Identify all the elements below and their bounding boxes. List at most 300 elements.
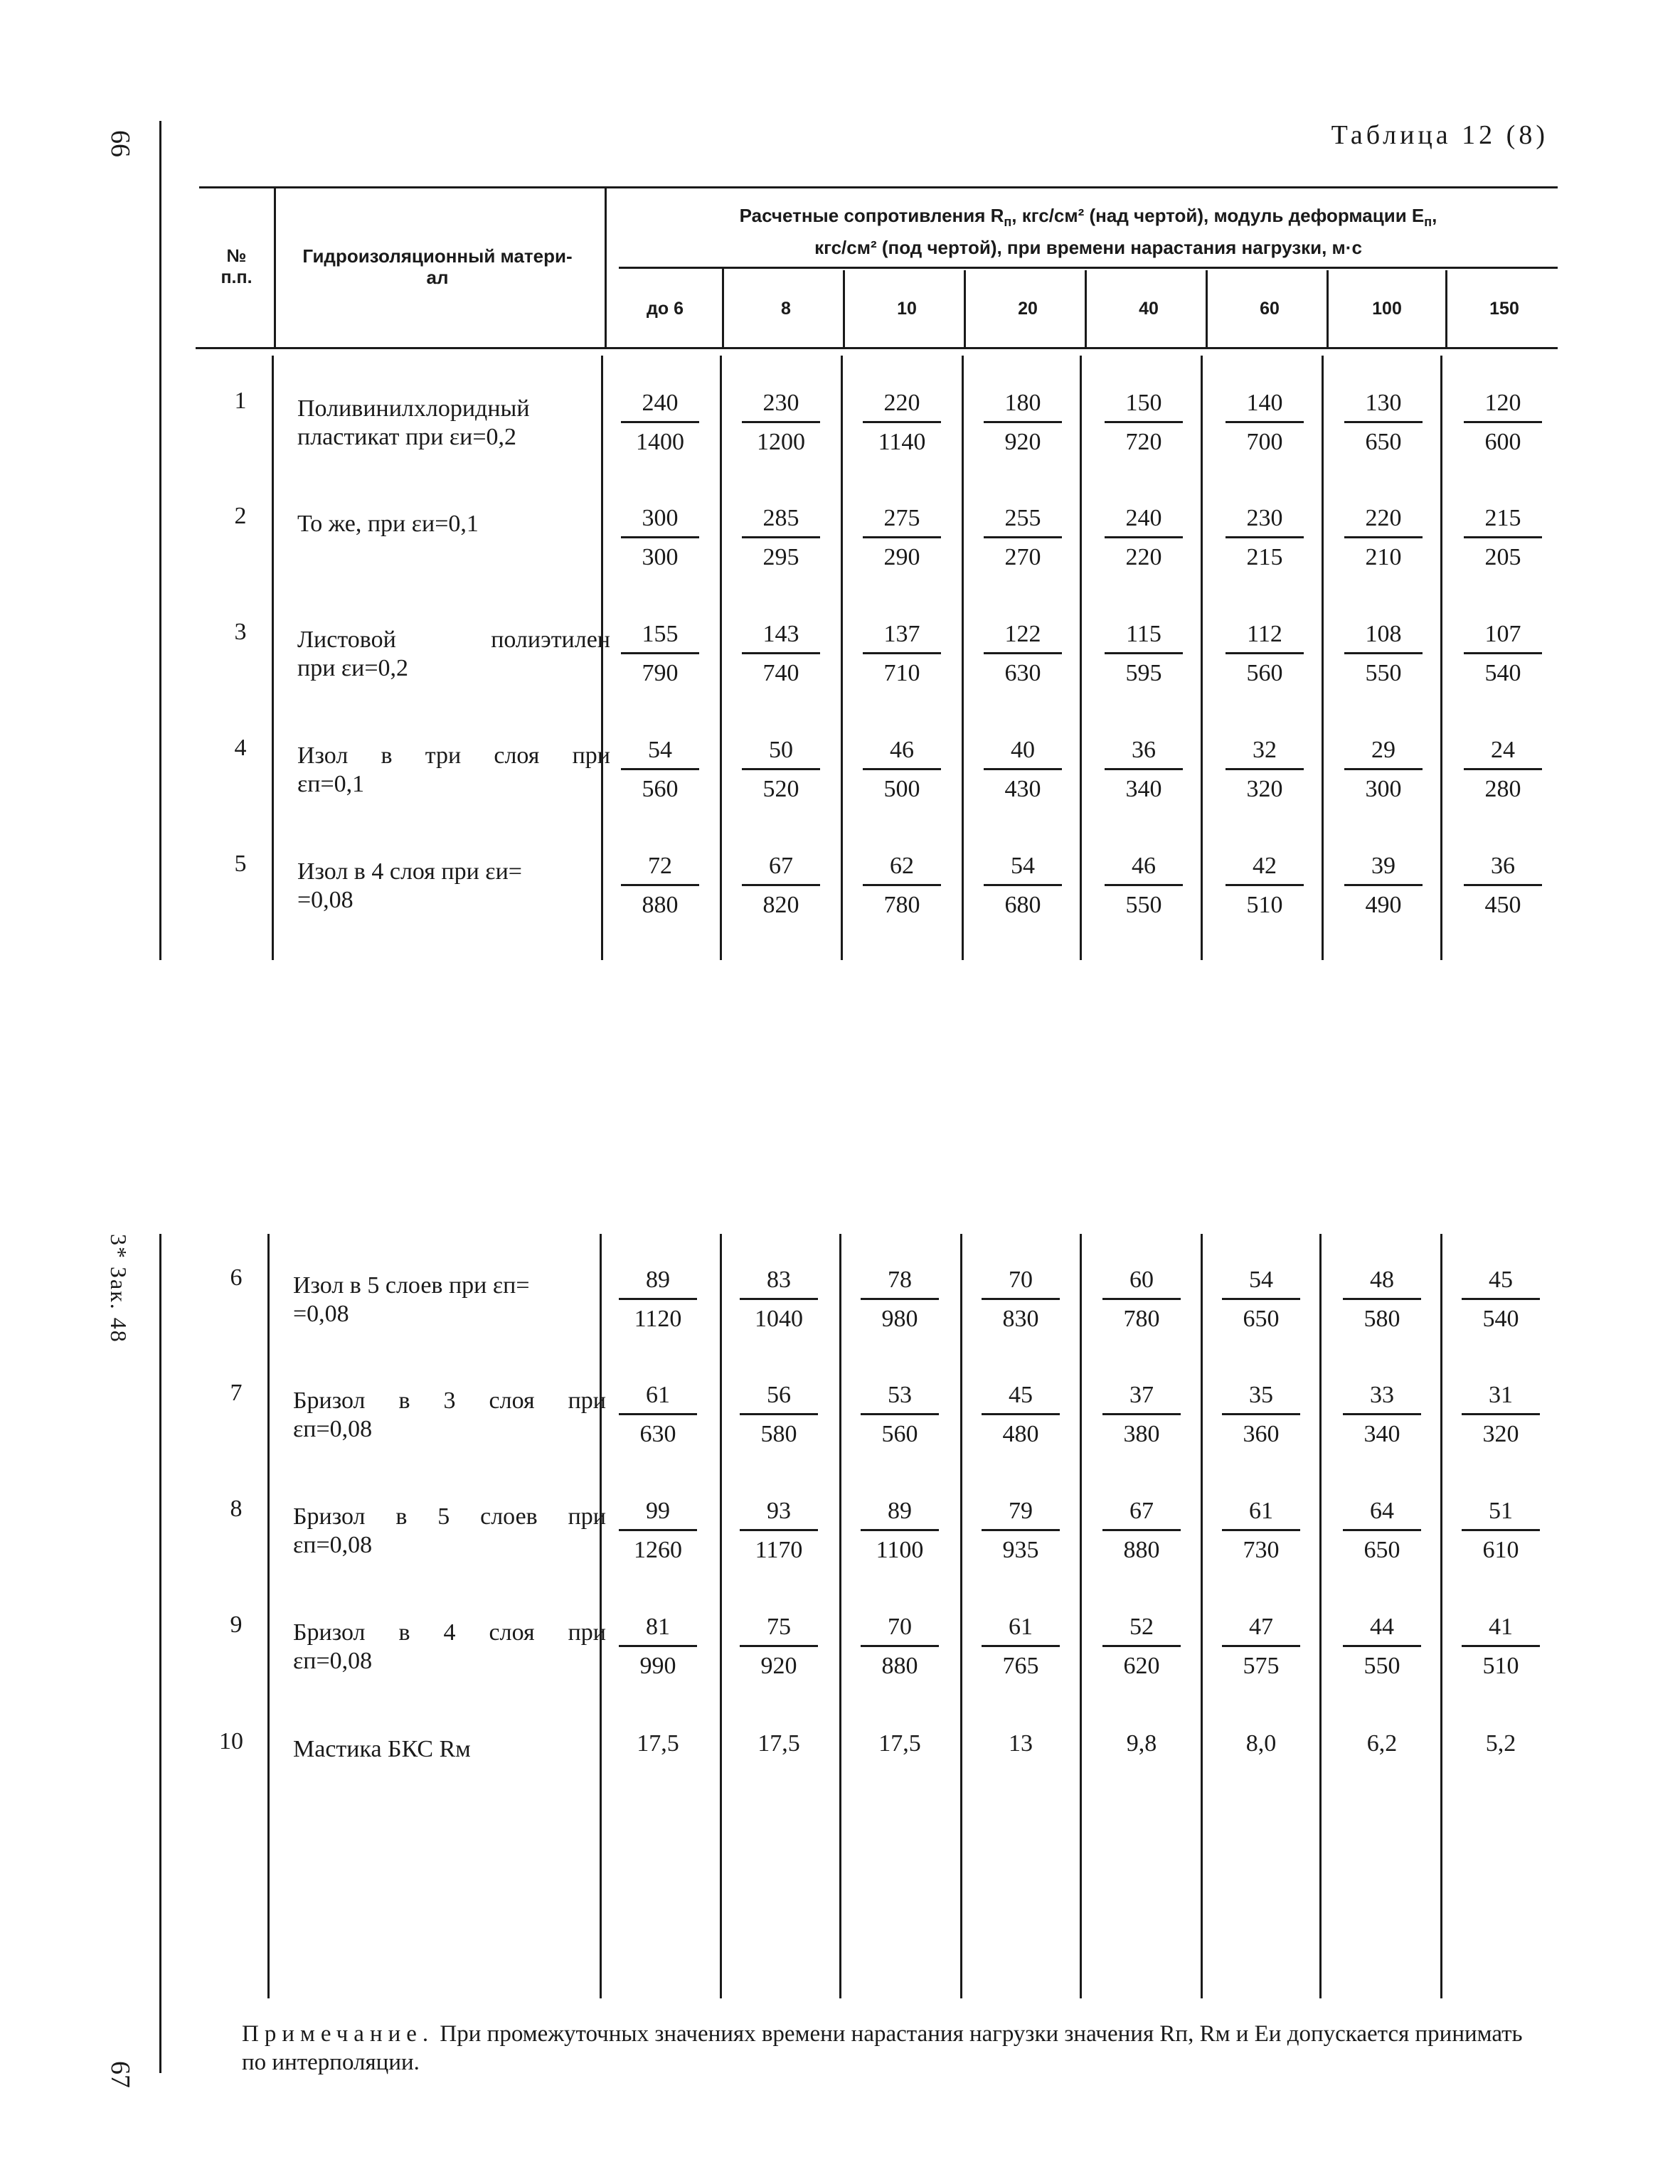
value-fraction bbox=[1464, 853, 1542, 919]
material-line: =0,08 bbox=[297, 887, 353, 913]
resistance-value: 46 bbox=[1105, 853, 1183, 886]
material-line bbox=[293, 1387, 606, 1415]
material-word: 4 bbox=[443, 1619, 456, 1646]
material-line: εп=0,08 bbox=[293, 1532, 373, 1558]
modulus-value: 550 bbox=[1125, 892, 1162, 918]
modulus-value: 540 bbox=[1482, 1306, 1519, 1332]
value-fraction bbox=[1343, 1614, 1421, 1680]
value-fraction bbox=[1222, 1614, 1300, 1680]
row-number: 10 bbox=[219, 1728, 243, 1754]
value-fraction bbox=[1226, 505, 1304, 571]
resistance-value: 137 bbox=[863, 621, 941, 654]
value-fraction bbox=[619, 1498, 697, 1564]
value-fraction bbox=[1464, 390, 1542, 456]
resistance-value: 220 bbox=[863, 390, 941, 423]
modulus-value: 380 bbox=[1123, 1421, 1160, 1447]
modulus-value: 790 bbox=[642, 660, 679, 686]
resistance-value: 61 bbox=[982, 1614, 1060, 1647]
modulus-value: 780 bbox=[1123, 1306, 1160, 1332]
value-fraction bbox=[1226, 853, 1304, 919]
resistance-value: 51 bbox=[1462, 1498, 1540, 1531]
row-number: 5 bbox=[234, 851, 247, 877]
value-fraction bbox=[740, 1267, 818, 1333]
page-number-top: 66 bbox=[105, 130, 135, 157]
modulus-value: 340 bbox=[1125, 776, 1162, 802]
value-fraction bbox=[984, 390, 1062, 456]
material-word: слоев bbox=[480, 1503, 538, 1530]
resistance-value: 62 bbox=[863, 853, 941, 886]
modulus-value: 220 bbox=[1125, 544, 1162, 570]
value-fraction bbox=[621, 390, 699, 456]
value-fraction bbox=[1105, 853, 1183, 919]
modulus-value: 650 bbox=[1243, 1306, 1280, 1332]
value-fraction bbox=[1226, 621, 1304, 687]
modulus-value: 1170 bbox=[755, 1537, 803, 1563]
col-num-header bbox=[199, 245, 274, 288]
material-line: Изол в 4 слоя при εи= bbox=[297, 858, 522, 885]
resistance-value: 120 bbox=[1464, 390, 1542, 423]
resistance-value: 36 bbox=[1105, 737, 1183, 770]
resistance-value: 36 bbox=[1464, 853, 1542, 886]
value-fraction bbox=[1343, 1382, 1421, 1448]
resistance-value: 83 bbox=[740, 1267, 818, 1300]
value-fraction bbox=[1343, 1267, 1421, 1333]
value-fraction bbox=[863, 621, 941, 687]
material-line: Изол в 5 слоев при εп= bbox=[293, 1272, 530, 1299]
material-line bbox=[297, 626, 610, 654]
modulus-value: 700 bbox=[1246, 429, 1283, 455]
modulus-value: 680 bbox=[1004, 892, 1041, 918]
modulus-value: 430 bbox=[1004, 776, 1041, 802]
resistance-value: 56 bbox=[740, 1382, 818, 1415]
time-col-3: 20 bbox=[1018, 299, 1038, 319]
resistance-value: 64 bbox=[1343, 1498, 1421, 1531]
resistance-value: 70 bbox=[982, 1267, 1060, 1300]
modulus-value: 880 bbox=[881, 1653, 918, 1679]
material-line: Поливинилхлоридный bbox=[297, 395, 530, 422]
modulus-value: 710 bbox=[883, 660, 920, 686]
resistance-value: 40 bbox=[984, 737, 1062, 770]
material-word: слоя bbox=[494, 742, 540, 769]
material-word: в bbox=[395, 1503, 408, 1530]
value-fraction bbox=[621, 621, 699, 687]
material-word: слоя bbox=[489, 1387, 535, 1414]
resistance-value: 50 bbox=[742, 737, 820, 770]
value-fraction bbox=[1105, 505, 1183, 571]
value-fraction bbox=[619, 1382, 697, 1448]
material-line: =0,08 bbox=[293, 1301, 349, 1327]
value-fraction bbox=[742, 737, 820, 803]
resistance-value: 60 bbox=[1102, 1267, 1181, 1300]
resistance-value: 72 bbox=[621, 853, 699, 886]
modulus-value: 610 bbox=[1482, 1537, 1519, 1563]
resistance-value: 89 bbox=[861, 1498, 939, 1531]
material-name bbox=[297, 395, 610, 452]
time-col-1: 8 bbox=[781, 299, 791, 319]
value-fraction bbox=[740, 1614, 818, 1680]
material-name bbox=[293, 1735, 606, 1764]
value-fraction bbox=[742, 505, 820, 571]
row-number: 4 bbox=[234, 735, 247, 761]
resistance-value: 115 bbox=[1105, 621, 1183, 654]
value-fraction bbox=[1462, 1498, 1540, 1564]
modulus-value: 560 bbox=[642, 776, 679, 802]
value-fraction bbox=[1343, 1498, 1421, 1564]
modulus-value: 920 bbox=[1004, 429, 1041, 455]
material-name bbox=[297, 858, 610, 915]
modulus-value: 560 bbox=[1246, 660, 1283, 686]
col-material-header bbox=[281, 245, 594, 288]
resistance-value: 42 bbox=[1226, 853, 1304, 886]
modulus-value: 560 bbox=[881, 1421, 918, 1447]
modulus-value: 1200 bbox=[757, 429, 805, 455]
modulus-value: 935 bbox=[1002, 1537, 1039, 1563]
material-word: в bbox=[381, 742, 393, 769]
resistance-value: 240 bbox=[1105, 505, 1183, 538]
material-word: Бризол bbox=[293, 1503, 366, 1530]
resistance-value: 215 bbox=[1464, 505, 1542, 538]
resistance-value: 285 bbox=[742, 505, 820, 538]
resistance-value: 107 bbox=[1464, 621, 1542, 654]
time-col-4: 40 bbox=[1139, 299, 1159, 319]
resistance-value: 75 bbox=[740, 1614, 818, 1647]
material-line bbox=[293, 1619, 606, 1647]
resistance-value: 39 bbox=[1344, 853, 1423, 886]
material-name bbox=[297, 510, 610, 538]
resistance-value: 53 bbox=[861, 1382, 939, 1415]
value-fraction bbox=[982, 1498, 1060, 1564]
value-fraction bbox=[984, 737, 1062, 803]
resistance-value: 32 bbox=[1226, 737, 1304, 770]
modulus-value: 650 bbox=[1363, 1537, 1400, 1563]
resistance-value: 180 bbox=[984, 390, 1062, 423]
resistance-value: 150 bbox=[1105, 390, 1183, 423]
resistance-value: 230 bbox=[742, 390, 820, 423]
value-fraction bbox=[982, 1267, 1060, 1333]
resistance-value: 67 bbox=[742, 853, 820, 886]
material-line bbox=[293, 1503, 606, 1531]
resistance-value: 130 bbox=[1344, 390, 1423, 423]
group-header bbox=[619, 203, 1558, 260]
modulus-value: 205 bbox=[1484, 544, 1521, 570]
resistance-value: 33 bbox=[1343, 1382, 1421, 1415]
modulus-value: 300 bbox=[1365, 776, 1402, 802]
resistance-value: 41 bbox=[1462, 1614, 1540, 1647]
material-name bbox=[293, 1503, 606, 1560]
material-word: при bbox=[568, 1387, 606, 1414]
material-line bbox=[297, 742, 610, 770]
resistance-value: 45 bbox=[1462, 1267, 1540, 1300]
modulus-value: 830 bbox=[1002, 1306, 1039, 1332]
resistance-value: 93 bbox=[740, 1498, 818, 1531]
modulus-value: 1400 bbox=[636, 429, 684, 455]
modulus-value: 500 bbox=[883, 776, 920, 802]
resistance-value: 54 bbox=[984, 853, 1062, 886]
resistance-value: 275 bbox=[863, 505, 941, 538]
modulus-value: 510 bbox=[1246, 892, 1283, 918]
resistance-value: 230 bbox=[1226, 505, 1304, 538]
material-word: Бризол bbox=[293, 1387, 366, 1414]
row-number: 6 bbox=[230, 1264, 243, 1291]
modulus-value: 300 bbox=[642, 544, 679, 570]
material-word: в bbox=[398, 1387, 410, 1414]
time-col-7: 150 bbox=[1489, 299, 1519, 319]
material-word: 3 bbox=[443, 1387, 456, 1414]
resistance-value: 112 bbox=[1226, 621, 1304, 654]
time-col-6: 100 bbox=[1372, 299, 1402, 319]
value-fraction bbox=[1344, 853, 1423, 919]
value-fraction bbox=[861, 1614, 939, 1680]
value-single: 17,5 bbox=[757, 1730, 800, 1757]
value-fraction bbox=[742, 853, 820, 919]
modulus-value: 320 bbox=[1246, 776, 1283, 802]
modulus-value: 820 bbox=[762, 892, 799, 918]
material-word: при bbox=[568, 1503, 606, 1530]
value-fraction bbox=[1464, 505, 1542, 571]
modulus-value: 630 bbox=[1004, 660, 1041, 686]
value-single: 6,2 bbox=[1366, 1730, 1398, 1757]
modulus-value: 595 bbox=[1125, 660, 1162, 686]
value-fraction bbox=[1222, 1498, 1300, 1564]
modulus-value: 880 bbox=[642, 892, 679, 918]
modulus-value: 765 bbox=[1002, 1653, 1039, 1679]
modulus-value: 650 bbox=[1365, 429, 1402, 455]
modulus-value: 320 bbox=[1482, 1421, 1519, 1447]
modulus-value: 490 bbox=[1365, 892, 1402, 918]
row-number: 2 bbox=[234, 503, 247, 529]
resistance-value: 255 bbox=[984, 505, 1062, 538]
value-fraction bbox=[861, 1267, 939, 1333]
modulus-value: 510 bbox=[1482, 1653, 1519, 1679]
value-fraction bbox=[984, 505, 1062, 571]
value-fraction bbox=[1344, 737, 1423, 803]
modulus-value: 990 bbox=[639, 1653, 676, 1679]
row-number: 3 bbox=[234, 619, 247, 645]
modulus-value: 210 bbox=[1365, 544, 1402, 570]
value-fraction bbox=[861, 1498, 939, 1564]
modulus-value: 630 bbox=[639, 1421, 676, 1447]
modulus-value: 780 bbox=[883, 892, 920, 918]
material-line: Мастика БКС Rм bbox=[293, 1736, 471, 1762]
resistance-value: 108 bbox=[1344, 621, 1423, 654]
value-fraction bbox=[982, 1382, 1060, 1448]
value-fraction bbox=[619, 1267, 697, 1333]
resistance-value: 35 bbox=[1222, 1382, 1300, 1415]
value-fraction bbox=[1344, 390, 1423, 456]
resistance-value: 67 bbox=[1102, 1498, 1181, 1531]
modulus-value: 880 bbox=[1123, 1537, 1160, 1563]
resistance-value: 70 bbox=[861, 1614, 939, 1647]
value-fraction bbox=[1344, 505, 1423, 571]
modulus-value: 290 bbox=[883, 544, 920, 570]
resistance-value: 31 bbox=[1462, 1382, 1540, 1415]
material-name bbox=[293, 1619, 606, 1676]
value-single: 9,8 bbox=[1126, 1730, 1157, 1757]
modulus-value: 520 bbox=[762, 776, 799, 802]
value-fraction bbox=[621, 737, 699, 803]
value-fraction bbox=[1226, 390, 1304, 456]
resistance-value: 48 bbox=[1343, 1267, 1421, 1300]
col-material-header-text: Гидроизоляционный матери- ал bbox=[302, 245, 573, 288]
value-fraction bbox=[1105, 621, 1183, 687]
modulus-value: 1140 bbox=[878, 429, 926, 455]
value-fraction bbox=[740, 1382, 818, 1448]
value-fraction bbox=[1102, 1498, 1181, 1564]
value-fraction bbox=[1464, 621, 1542, 687]
material-word: Листовой bbox=[297, 627, 396, 653]
value-fraction bbox=[619, 1614, 697, 1680]
group-header-line2: кгс/см² (под чертой), при времени нарастания нагрузки, м·с bbox=[814, 237, 1362, 259]
material-name bbox=[297, 742, 610, 799]
value-fraction bbox=[1105, 737, 1183, 803]
time-col-2: 10 bbox=[897, 299, 917, 319]
value-fraction bbox=[863, 737, 941, 803]
row-number: 1 bbox=[234, 388, 247, 414]
material-word: Бризол bbox=[293, 1619, 366, 1646]
resistance-value: 45 bbox=[982, 1382, 1060, 1415]
material-word: в bbox=[398, 1619, 410, 1646]
value-fraction bbox=[863, 853, 941, 919]
modulus-value: 450 bbox=[1484, 892, 1521, 918]
modulus-value: 600 bbox=[1484, 429, 1521, 455]
material-word: при bbox=[572, 742, 610, 769]
group-header-line1: Расчетные сопротивления $R_п$, кгс/см² (над чертой), модуль деформации $E_п$, bbox=[739, 205, 1437, 230]
resistance-value: 54 bbox=[1222, 1267, 1300, 1300]
col-num-header-text: № п.п. bbox=[220, 246, 252, 287]
resistance-value: 61 bbox=[619, 1382, 697, 1415]
value-fraction bbox=[1464, 737, 1542, 803]
value-fraction bbox=[863, 505, 941, 571]
value-single: 5,2 bbox=[1485, 1730, 1516, 1757]
modulus-value: 580 bbox=[760, 1421, 797, 1447]
row-number: 9 bbox=[230, 1612, 243, 1638]
side-note: 3* Зак. 48 bbox=[106, 1234, 132, 1343]
footnote bbox=[242, 2020, 1551, 2077]
material-line: εп=0,1 bbox=[297, 771, 365, 797]
modulus-value: 920 bbox=[760, 1653, 797, 1679]
modulus-value: 980 bbox=[881, 1306, 918, 1332]
time-col-0: до 6 bbox=[647, 299, 684, 319]
material-word: три bbox=[425, 742, 462, 769]
resistance-value: 122 bbox=[984, 621, 1062, 654]
modulus-value: 575 bbox=[1243, 1653, 1280, 1679]
resistance-value: 140 bbox=[1226, 390, 1304, 423]
resistance-value: 61 bbox=[1222, 1498, 1300, 1531]
modulus-value: 720 bbox=[1125, 429, 1162, 455]
modulus-value: 1040 bbox=[755, 1306, 803, 1332]
material-word: при bbox=[568, 1619, 606, 1646]
resistance-value: 155 bbox=[621, 621, 699, 654]
value-fraction bbox=[1105, 390, 1183, 456]
value-fraction bbox=[1344, 621, 1423, 687]
modulus-value: 270 bbox=[1004, 544, 1041, 570]
resistance-value: 29 bbox=[1344, 737, 1423, 770]
resistance-value: 79 bbox=[982, 1498, 1060, 1531]
material-word: полиэтилен bbox=[491, 627, 610, 653]
modulus-value: 740 bbox=[762, 660, 799, 686]
material-name bbox=[293, 1387, 606, 1444]
material-name bbox=[293, 1272, 606, 1328]
value-fraction bbox=[861, 1382, 939, 1448]
material-line: пластикат при εи=0,2 bbox=[297, 424, 517, 450]
modulus-value: 620 bbox=[1123, 1653, 1160, 1679]
value-fraction bbox=[621, 505, 699, 571]
value-single: 17,5 bbox=[637, 1730, 679, 1757]
resistance-value: 81 bbox=[619, 1614, 697, 1647]
table-caption: Таблица 12 (8) bbox=[1331, 120, 1548, 150]
resistance-value: 99 bbox=[619, 1498, 697, 1531]
resistance-value: 37 bbox=[1102, 1382, 1181, 1415]
value-single: 8,0 bbox=[1245, 1730, 1277, 1757]
time-col-5: 60 bbox=[1260, 299, 1280, 319]
value-fraction bbox=[621, 853, 699, 919]
modulus-value: 480 bbox=[1002, 1421, 1039, 1447]
resistance-value: 300 bbox=[621, 505, 699, 538]
value-fraction bbox=[984, 853, 1062, 919]
material-line: То же, при εи=0,1 bbox=[297, 511, 479, 537]
value-fraction bbox=[1226, 737, 1304, 803]
material-word: 5 bbox=[437, 1503, 450, 1530]
value-fraction bbox=[1462, 1382, 1540, 1448]
value-single: 13 bbox=[1009, 1730, 1033, 1757]
page-number-bottom: 67 bbox=[105, 2061, 135, 2088]
modulus-value: 540 bbox=[1484, 660, 1521, 686]
resistance-value: 89 bbox=[619, 1267, 697, 1300]
modulus-value: 215 bbox=[1246, 544, 1283, 570]
modulus-value: 730 bbox=[1243, 1537, 1280, 1563]
modulus-value: 360 bbox=[1243, 1421, 1280, 1447]
modulus-value: 550 bbox=[1365, 660, 1402, 686]
value-fraction bbox=[1102, 1267, 1181, 1333]
modulus-value: 295 bbox=[762, 544, 799, 570]
material-word: слоя bbox=[489, 1619, 535, 1646]
material-name bbox=[297, 626, 610, 683]
row-number: 8 bbox=[230, 1496, 243, 1522]
modulus-value: 1260 bbox=[634, 1537, 682, 1563]
value-fraction bbox=[742, 390, 820, 456]
row-number: 7 bbox=[230, 1380, 243, 1406]
footnote-label: Примечание. bbox=[242, 2021, 435, 2047]
value-fraction bbox=[1222, 1382, 1300, 1448]
value-fraction bbox=[742, 621, 820, 687]
value-fraction bbox=[863, 390, 941, 456]
value-fraction bbox=[1462, 1614, 1540, 1680]
material-line: εп=0,08 bbox=[293, 1648, 373, 1674]
resistance-value: 220 bbox=[1344, 505, 1423, 538]
value-fraction bbox=[1102, 1614, 1181, 1680]
modulus-value: 280 bbox=[1484, 776, 1521, 802]
material-word: Изол bbox=[297, 742, 349, 769]
material-line: εп=0,08 bbox=[293, 1416, 373, 1442]
value-fraction bbox=[1102, 1382, 1181, 1448]
value-fraction bbox=[982, 1614, 1060, 1680]
resistance-value: 143 bbox=[742, 621, 820, 654]
value-fraction bbox=[1462, 1267, 1540, 1333]
modulus-value: 1100 bbox=[876, 1537, 924, 1563]
resistance-value: 54 bbox=[621, 737, 699, 770]
resistance-value: 78 bbox=[861, 1267, 939, 1300]
resistance-value: 47 bbox=[1222, 1614, 1300, 1647]
value-single: 17,5 bbox=[878, 1730, 921, 1757]
resistance-value: 44 bbox=[1343, 1614, 1421, 1647]
resistance-value: 46 bbox=[863, 737, 941, 770]
resistance-value: 24 bbox=[1464, 737, 1542, 770]
modulus-value: 340 bbox=[1363, 1421, 1400, 1447]
resistance-value: 52 bbox=[1102, 1614, 1181, 1647]
modulus-value: 550 bbox=[1363, 1653, 1400, 1679]
footnote-text: При промежуточных значениях времени нарастания нагрузки значения Rп, Rм и Eи допускается принимать по интерполяции. bbox=[242, 2021, 1523, 2075]
modulus-value: 580 bbox=[1363, 1306, 1400, 1332]
